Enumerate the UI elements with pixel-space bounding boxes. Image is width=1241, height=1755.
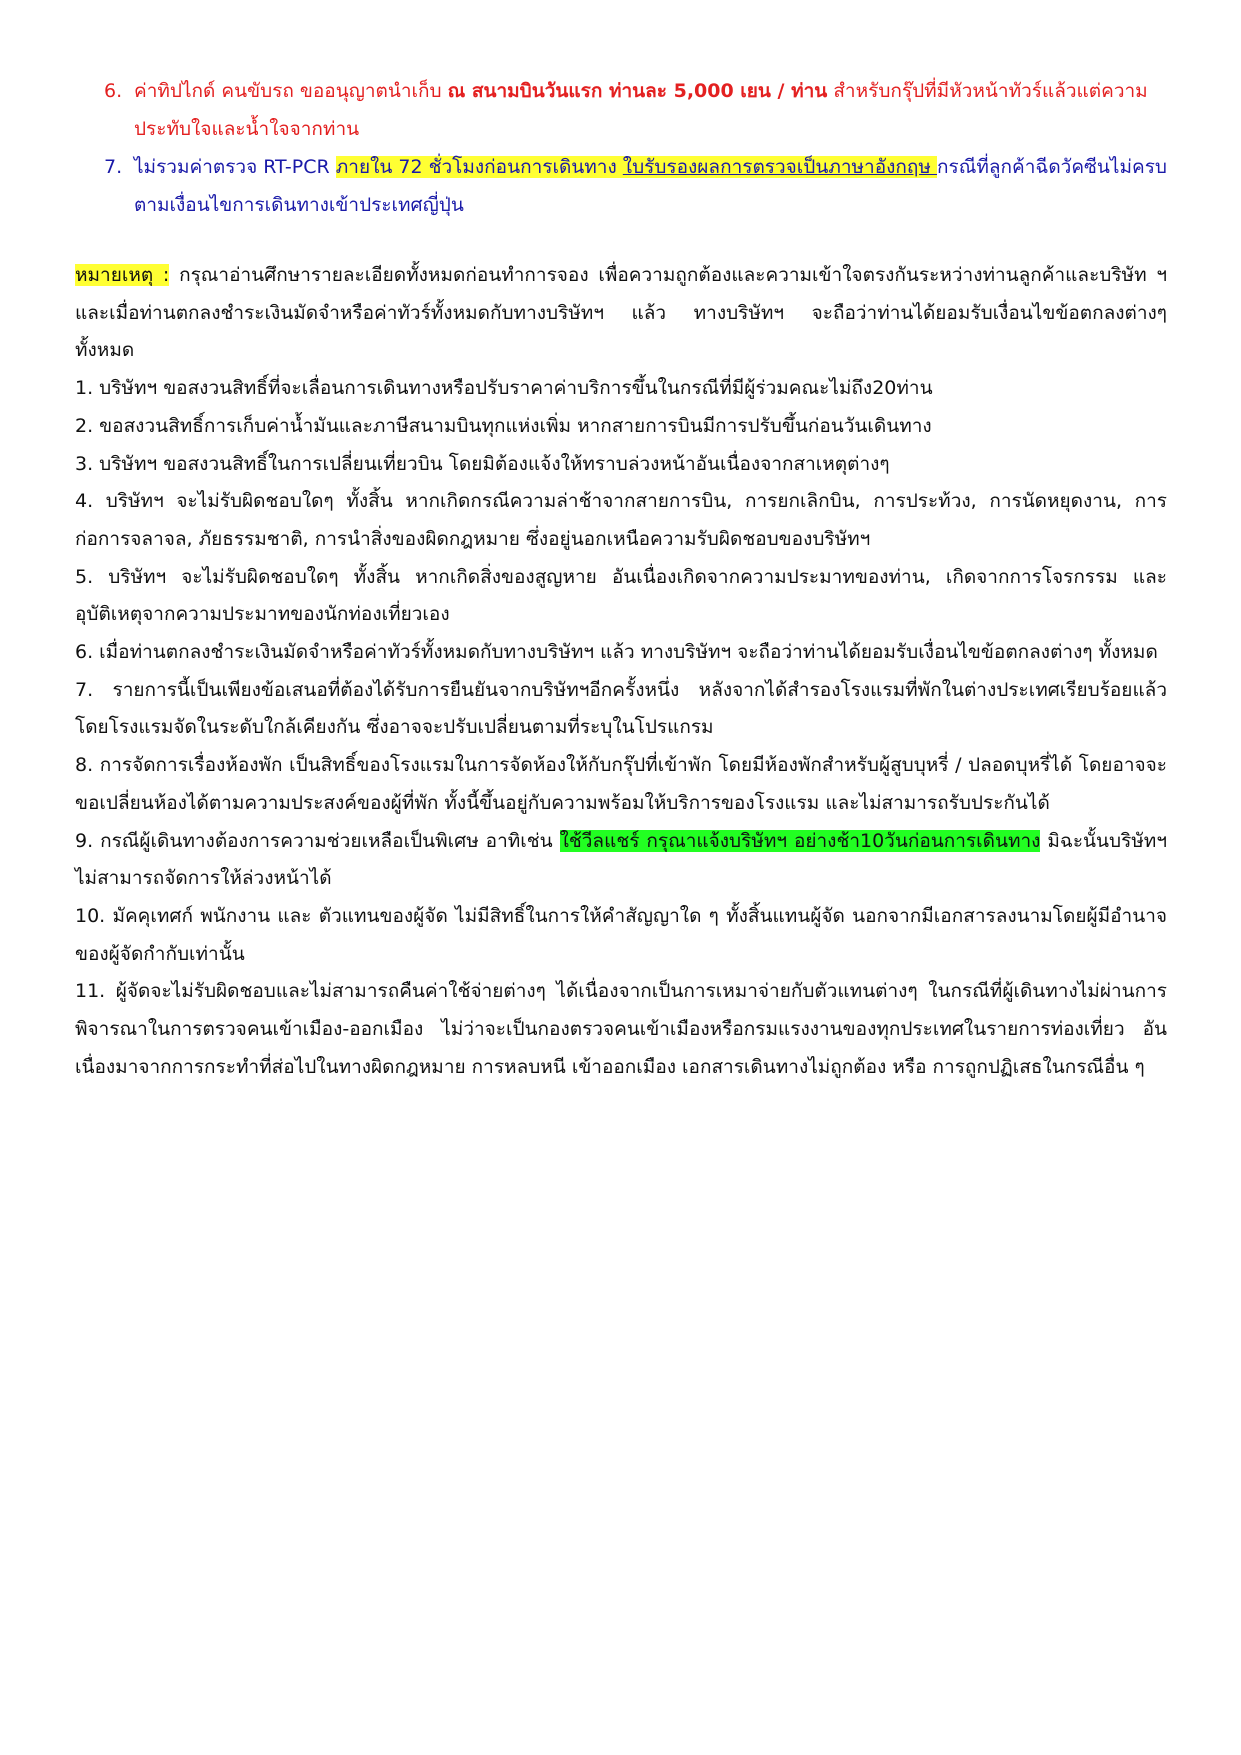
condition-item: 3. บริษัทฯ ขอสงวนสิทธิ์ในการเปลี่ยนเที่ยวบิน โดยมิต้องแจ้งให้ทราบล่วงหน้าอันเนื่องจากสาเหตุต่างๆ bbox=[75, 452, 890, 475]
item-text: ไม่รวมค่าตรวจ RT-PCR bbox=[134, 156, 336, 178]
highlighted-text: ใช้วีลแชร์ กรุณาแจ้งบริษัทฯ อย่างช้า10วันก่อนการเดินทาง bbox=[559, 829, 1041, 852]
item-text: สำหรับกรุ๊ปที่มีหัวหน้าทัวร์แล้วแต่ความประทับใจและน้ำใจจากท่าน bbox=[134, 80, 1148, 140]
terms-section bbox=[75, 257, 1167, 1086]
item-number: 6. bbox=[104, 80, 123, 102]
underlined-text: ใบรับรองผลการตรวจเป็นภาษาอังกฤษ bbox=[622, 156, 937, 178]
condition-item: 6. เมื่อท่านตกลงชำระเงินมัดจำหรือค่าทัวร์ทั้งหมดกับทางบริษัทฯ แล้ว ทางบริษัทฯ จะถือว่าท่านได้ยอมรับเงื่อนไขข้อตกลงต่างๆ ทั้งหมด bbox=[75, 641, 1158, 664]
exclusion-item-6 bbox=[104, 72, 1167, 148]
item-number: 7. bbox=[104, 156, 123, 178]
exclusion-item-7 bbox=[104, 148, 1167, 224]
condition-item: 10. มัคคุเทศก์ พนักงาน และ ตัวแทนของผู้จัด ไม่มีสิทธิ์ในการให้คำสัญญาใด ๆ ทั้งสิ้นแทนผู้จัด นอกจากมีเอกสารลงนามโดยผู้มีอำนาจของผู้จัดกำกับเท่านั้น bbox=[75, 904, 1167, 965]
condition-item: 8. การจัดการเรื่องห้องพัก เป็นสิทธิ์ของโรงแรมในการจัดห้องให้กับกรุ๊ปที่เข้าพัก โดยมีห้องพักสำหรับผู้สูบบุหรี่ / ปลอดบุหรี่ได้ โดยอาจจะขอเปลี่ยนห้องได้ตามความประสงค์ของผู้ที่พัก ทั้งนี้ขึ้นอยู่กับความพร้อมให้บริการของโรงแรม และไม่สามารถรับประกันได้ bbox=[75, 754, 1167, 814]
remark-label: หมายเหตุ : bbox=[75, 264, 170, 286]
remark-paragraph bbox=[75, 257, 1167, 370]
condition-text: 9. กรณีผู้เดินทางต้องการความช่วยเหลือเป็นพิเศษ อาทิเช่น bbox=[75, 829, 560, 852]
condition-item: 2. ขอสงวนสิทธิ์การเก็บค่าน้ำมันและภาษีสนามบินทุกแห่งเพิ่ม หากสายการบินมีการปรับขึ้นก่อนวันเดินทาง bbox=[75, 414, 932, 437]
condition-item: 4. บริษัทฯ จะไม่รับผิดชอบใดๆ ทั้งสิ้น หากเกิดกรณีความล่าช้าจากสายการบิน, การยกเลิกบิน, การประท้วง, การนัดหยุดงาน, การก่อการจลาจล, ภัยธรรมชาติ, การนำสิ่งของผิดกฎหมาย ซึ่งอยู่นอกเหนือความรับผิดชอบของบริษัทฯ bbox=[75, 490, 1167, 550]
highlighted-text: ภายใน 72 ชั่วโมงก่อนการเดินทาง bbox=[335, 156, 623, 178]
condition-item: 11. ผู้จัดจะไม่รับผิดชอบและไม่สามารถคืนค่าใช้จ่ายต่างๆ ได้เนื่องจากเป็นการเหมาจ่ายกับตัวแทนต่างๆ ในกรณีที่ผู้เดินทางไม่ผ่านการพิจารณาในการตรวจคนเข้าเมือง-ออกเมือง ไม่ว่าจะเป็นกองตรวจคนเข้าเมืองหรือกรมแรงงานของทุกประเทศในรายการท่องเที่ยว อันเนื่องมาจากการกระทำที่ส่อไปในทางผิดกฎหมาย การหลบหนี เข้าออกเมือง เอกสารเดินทางไม่ถูกต้อง หรือ การถูกปฏิเสธในกรณีอื่น ๆ bbox=[75, 980, 1167, 1078]
condition-item: 1. บริษัทฯ ขอสงวนสิทธิ์ที่จะเลื่อนการเดินทางหรือปรับราคาค่าบริการขึ้นในกรณีที่มีผู้ร่วมคณะไม่ถึง20ท่าน bbox=[75, 377, 933, 400]
condition-item: 5. บริษัทฯ จะไม่รับผิดชอบใดๆ ทั้งสิ้น หากเกิดสิ่งของสูญหาย อันเนื่องเกิดจากความประมาทของท่าน, เกิดจากการโจรกรรม และอุบัติเหตุจากความประมาทของนักท่องเที่ยวเอง bbox=[75, 565, 1167, 626]
condition-text: มิฉะนั้นบริษัทฯไม่สามารถจัดการให้ล่วงหน้าได้ bbox=[75, 829, 1167, 890]
condition-item: 7. รายการนี้เป็นเพียงข้อเสนอที่ต้องได้รับการยืนยันจากบริษัทฯอีกครั้งหนึ่ง หลังจากได้สำรองโรงแรมที่พักในต่างประเทศเรียบร้อยแล้ว โดยโรงแรมจัดในระดับใกล้เคียงกัน ซึ่งอาจจะปรับเปลี่ยนตามที่ระบุในโปรแกรม bbox=[75, 678, 1167, 739]
item-bold-text: ณ สนามบินวันแรก ท่านละ 5,000 เยน / ท่าน bbox=[447, 80, 828, 102]
condition-item-9 bbox=[75, 823, 1167, 898]
item-text: ค่าทิปไกด์ คนขับรถ ขออนุญาตนำเก็บ bbox=[134, 80, 448, 102]
item-text: กรณีที่ลูกค้าฉีดวัคซีนไม่ครบตามเงื่อนไขการเดินทางเข้าประเทศญี่ปุ่น bbox=[134, 156, 1167, 216]
remark-text: กรุณาอ่านศึกษารายละเอียดทั้งหมดก่อนทำการจอง เพื่อความถูกต้องและความเข้าใจตรงกันระหว่างท่านลูกค้าและบริษัท ฯ และเมื่อท่านตกลงชำระเงินมัดจำหรือค่าทัวร์ทั้งหมดกับทางบริษัทฯ แล้ว ทางบริษัทฯ จะถือว่าท่านได้ยอมรับเงื่อนไขข้อตกลงต่างๆ ทั้งหมด bbox=[75, 264, 1167, 362]
